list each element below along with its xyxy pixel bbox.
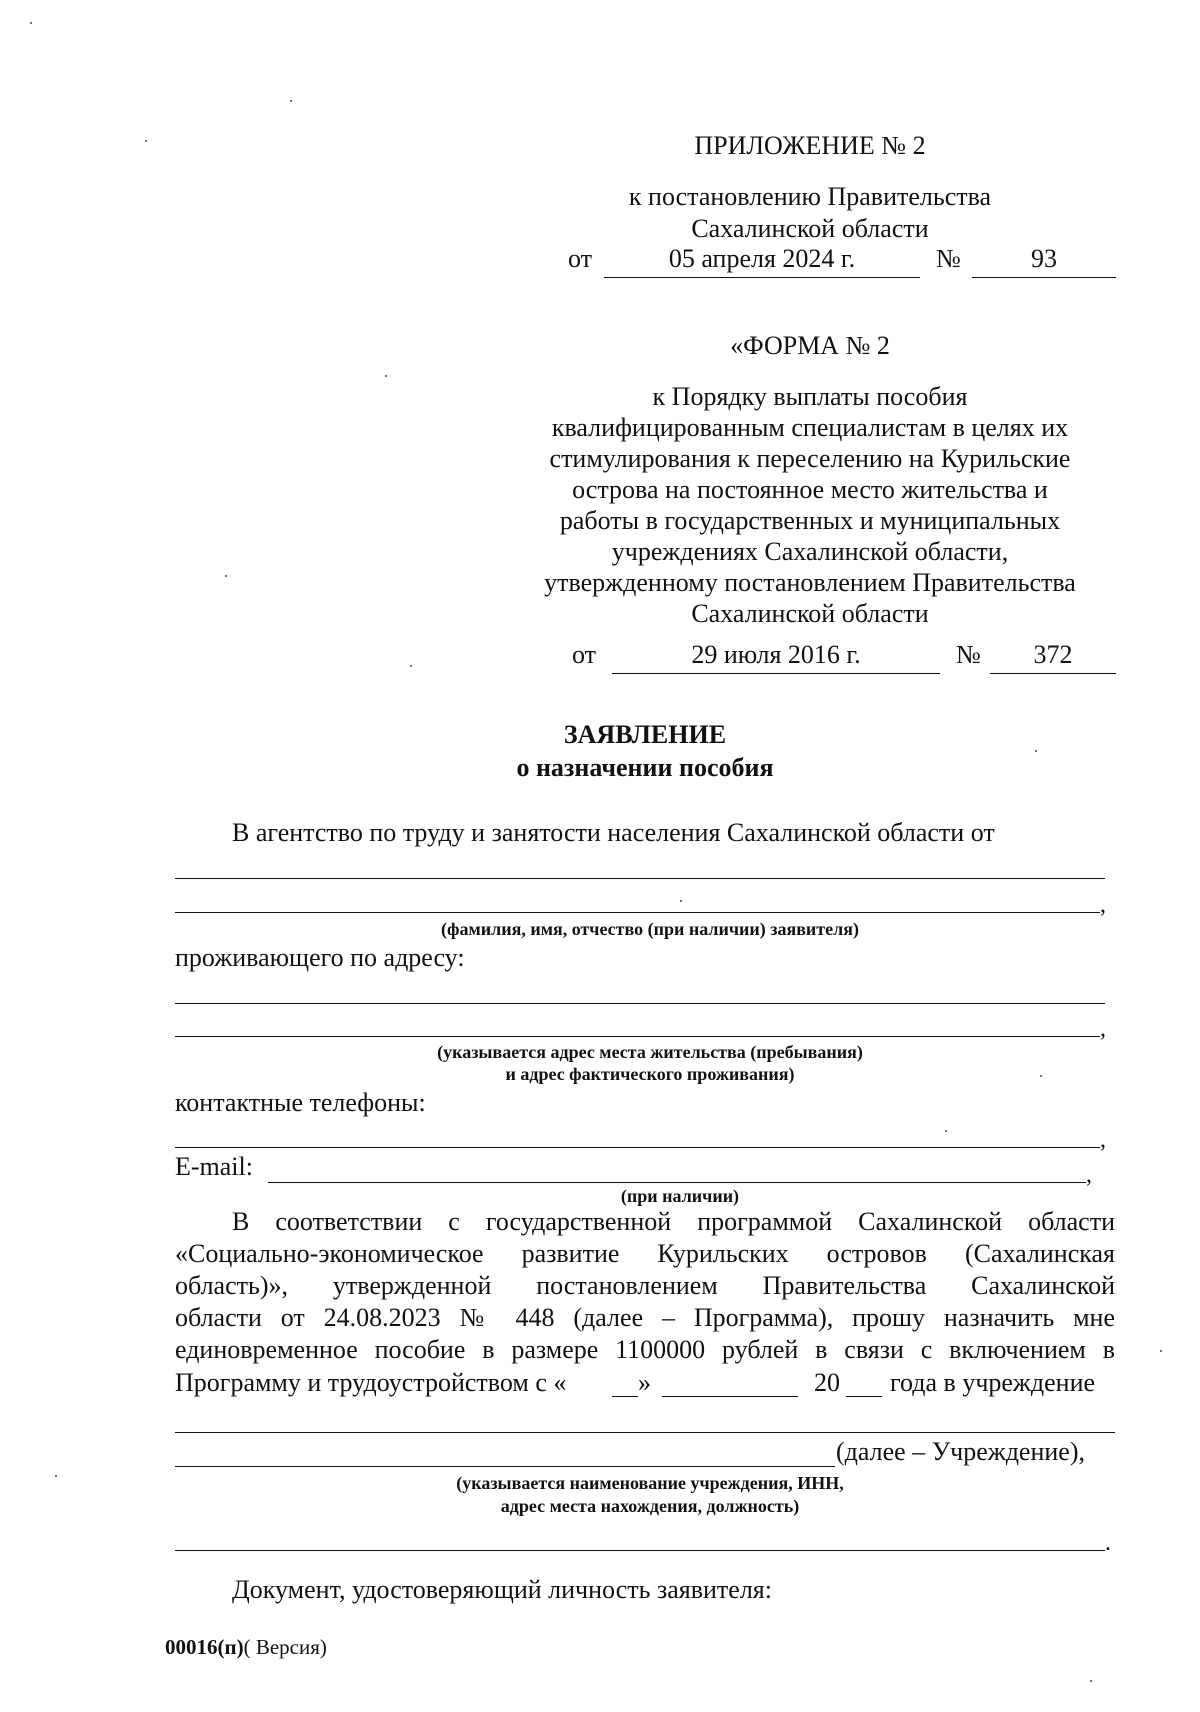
day-blank[interactable] [612,1396,638,1397]
applicant-name-line-1[interactable] [175,878,1105,879]
comma-mark: , [1100,892,1106,918]
address-line-2[interactable] [175,1036,1100,1037]
form-line-6: учреждениях Сахалинской области, [611,537,1009,566]
scan-speck [290,100,292,102]
appendix-number-label: № [936,244,961,273]
form-date-underline [612,673,940,674]
applicant-name-hint: (фамилия, имя, отчество (при наличии) заявителя) [441,919,859,939]
scan-speck [945,1130,947,1132]
scan-speck [385,375,387,377]
appendix-line-2: Сахалинской области [691,214,929,243]
appendix-line-1: к постановлению Правительства [628,182,992,211]
institution-hint-2: адрес места нахождения, должность) [500,1496,800,1516]
appendix-number-underline [972,277,1116,278]
form-number-underline [990,673,1116,674]
address-label: проживающего по адресу: [175,943,465,972]
form-line-3: стимулирования к переселению на Курильские [549,444,1071,473]
scan-speck [225,575,227,577]
footer-version: ( Версия) [243,1635,327,1659]
body-line-3: область)», утвержденной постановлением Правительства Сахалинской [175,1271,1115,1300]
form-number-label: № [956,640,981,669]
address-line-1[interactable] [175,1003,1105,1004]
form-date: 29 июля 2016 г. [691,640,861,669]
program-line-start: Программу и трудоустройством с « [175,1368,567,1397]
program-line-year-prefix: 20 [814,1368,840,1397]
appendix-date-underline [604,277,920,278]
form-line-1: к Порядку выплаты пособия [652,382,968,411]
footer [165,1635,327,1660]
phones-label: контактные телефоны: [175,1088,426,1117]
appendix-title: ПРИЛОЖЕНИЕ № 2 [694,131,926,160]
form-number: 372 [1033,640,1073,669]
form-line-5: работы в государственных и муниципальных [559,506,1061,535]
body-line-1: В соответствии с государственной программой Сахалинской области [232,1207,1115,1236]
year-blank[interactable] [846,1396,882,1397]
institution-line-1[interactable] [175,1432,1115,1433]
form-title: «ФОРМА № 2 [730,331,890,360]
form-line-2: квалифицированным специалистам в целях их [551,413,1069,442]
email-line[interactable] [268,1182,1086,1183]
appendix-number: 93 [1031,244,1057,273]
form-line-8: Сахалинской области [691,599,929,628]
appendix-from-label: от [568,244,593,273]
comma-mark: , [1086,1162,1092,1188]
scan-speck [410,665,412,667]
statement-subtitle: о назначении пособия [516,753,774,782]
scan-speck [145,140,147,142]
period-mark: . [1105,1530,1111,1556]
scan-speck [1160,1350,1162,1352]
recipient-line: В агентство по труду и занятости населения Сахалинской области от [232,818,995,847]
institution-suffix: (далее – Учреждение), [836,1437,1085,1466]
scan-speck [1090,1680,1092,1682]
footer-code: 00016(п) [165,1635,244,1659]
program-line-end: года в учреждение [890,1368,1096,1397]
institution-line-2[interactable] [175,1466,835,1467]
statement-title: ЗАЯВЛЕНИЕ [563,720,727,749]
body-line-2: «Социально-экономическое развитие Курильских островов (Сахалинская [175,1239,1115,1268]
scan-speck [1035,750,1037,752]
program-line-quote: » [638,1368,651,1397]
comma-mark: , [1100,1127,1106,1153]
scan-speck [30,22,32,24]
phones-line[interactable] [175,1147,1100,1148]
scan-speck [680,900,682,902]
body-line-4: области от 24.08.2023 № 448 (далее – Программа), прошу назначить мне [175,1303,1115,1332]
month-blank[interactable] [662,1396,798,1397]
appendix-date: 05 апреля 2024 г. [668,244,856,273]
email-label: E-mail: [175,1152,253,1181]
address-hint-1: (указывается адрес места жительства (пребывания) [437,1042,863,1062]
scan-speck [55,1475,57,1477]
institution-hint-1: (указывается наименование учреждения, ИНН, [456,1473,844,1493]
address-hint-2: и адрес фактического проживания) [505,1064,795,1084]
institution-line-3[interactable] [175,1550,1105,1551]
form-line-7: утвержденному постановлением Правительства [544,568,1076,597]
body-line-5: единовременное пособие в размере 1100000 рублей в связи с включением в [175,1335,1115,1364]
form-line-4: острова на постоянное место жительства и [572,475,1048,504]
applicant-name-line-2[interactable] [175,912,1100,913]
form-from-label: от [572,640,597,669]
id-document-label: Документ, удостоверяющий личность заявителя: [232,1575,772,1604]
scan-speck [1040,1075,1042,1077]
email-hint: (при наличии) [620,1186,740,1206]
comma-mark: , [1100,1016,1106,1042]
